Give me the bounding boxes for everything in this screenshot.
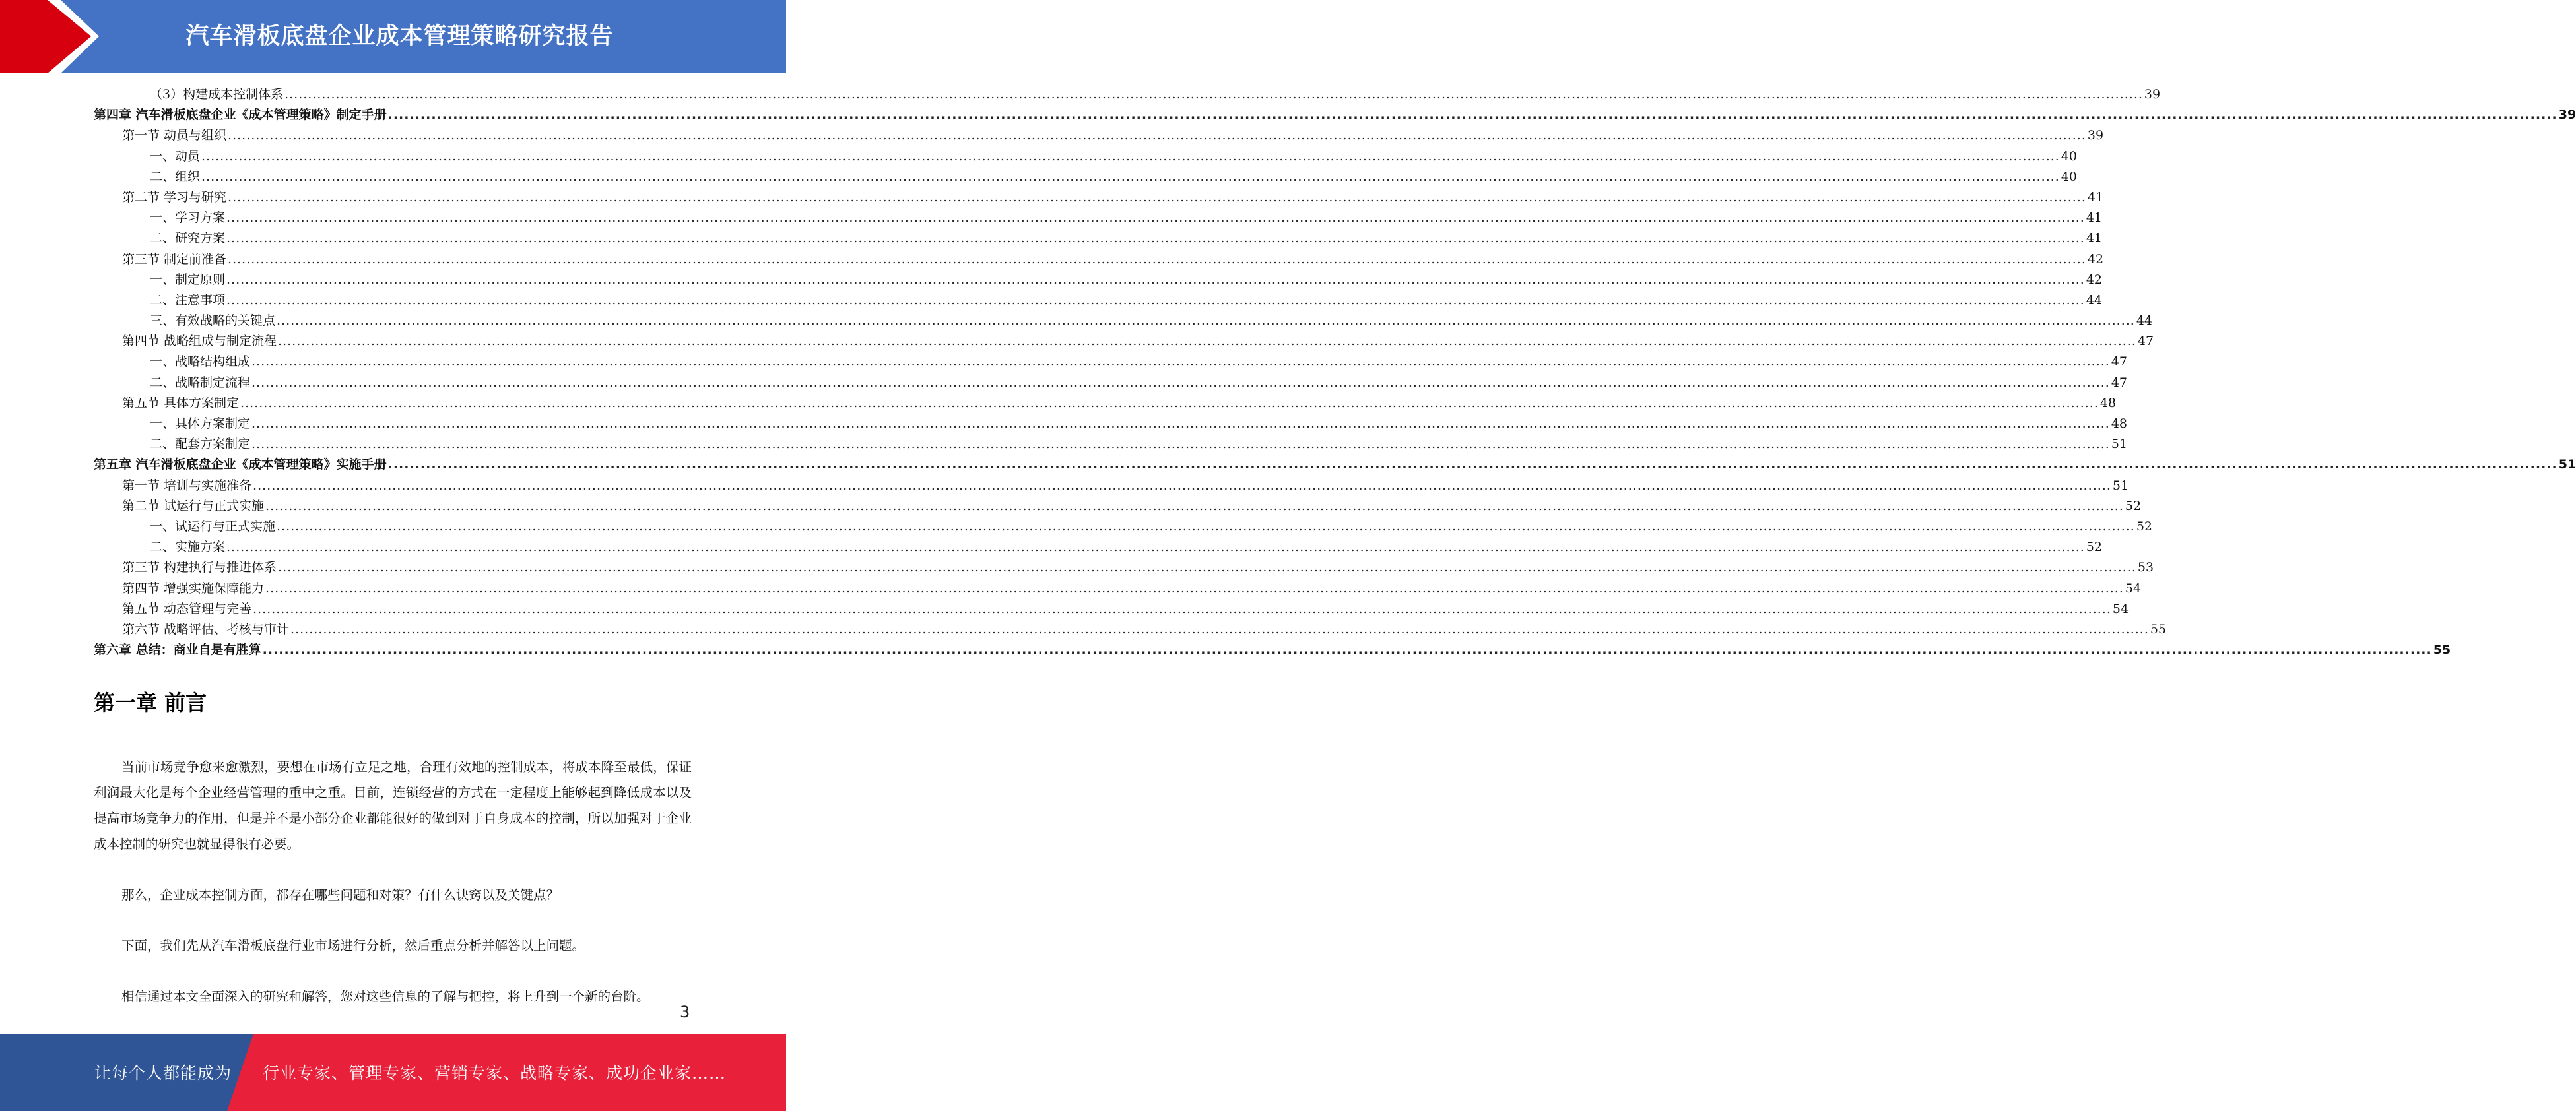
toc-dot-leader: ................................................................................................................................................................................................................................................................................................................................................................................................................ [226, 272, 2085, 287]
toc-dot-leader: ................................................................................................................................................................................................................................................................................................................................................................................................................ [253, 601, 2111, 616]
toc-dot-leader: ................................................................................................................................................................................................................................................................................................................................................................................................................ [253, 478, 2111, 493]
toc-entry-page: 41 [2086, 231, 2103, 246]
toc-entry-page: 54 [2112, 601, 2129, 616]
toc-entry-label: 第一节 动员与组织 [122, 128, 227, 143]
toc-entry[interactable] [94, 619, 2167, 640]
toc-dot-leader: ................................................................................................................................................................................................................................................................................................................................................................................................................ [277, 313, 2135, 329]
toc-entry-page: 48 [2099, 395, 2117, 410]
footer-slogan-right: 行业专家、管理专家、营销专家、战略专家、成功企业家…… [263, 1063, 727, 1083]
toc-entry-label: （3）构建成本控制体系 [150, 87, 284, 102]
toc-dot-leader: ................................................................................................................................................................................................................................................................................................................................................................................................................ [265, 581, 2124, 596]
toc-dot-leader: ................................................................................................................................................................................................................................................................................................................................................................................................................ [201, 169, 2060, 184]
toc-dot-leader: ................................................................................................................................................................................................................................................................................................................................................................................................................ [251, 416, 2110, 431]
toc-dot-leader: ................................................................................................................................................................................................................................................................................................................................................................................................................ [265, 498, 2124, 513]
toc-entry-label: 第六节 战略评估、考核与审计 [122, 621, 290, 637]
toc-dot-leader: ................................................................................................................................................................................................................................................................................................................................................................................................................ [387, 457, 2558, 472]
toc-dot-leader: ................................................................................................................................................................................................................................................................................................................................................................................................................ [278, 334, 2136, 349]
toc-entry-label: 第三节 制定前准备 [122, 251, 227, 267]
toc-entry[interactable] [94, 290, 2103, 311]
toc-entry-label: 第二节 学习与研究 [122, 189, 227, 205]
toc-entry-label: 第三节 构建执行与推进体系 [122, 560, 277, 575]
toc-dot-leader: ................................................................................................................................................................................................................................................................................................................................................................................................................ [226, 210, 2085, 226]
toc-entry-page: 52 [2125, 498, 2142, 513]
toc-entry[interactable] [94, 84, 2161, 105]
toc-entry[interactable] [94, 393, 2117, 414]
toc-dot-leader: ................................................................................................................................................................................................................................................................................................................................................................................................................ [201, 148, 2060, 164]
toc-entry[interactable] [94, 352, 2128, 372]
toc-entry[interactable] [94, 434, 2128, 455]
page-footer [0, 1034, 786, 1111]
toc-entry[interactable] [94, 167, 2078, 187]
toc-entry[interactable] [94, 228, 2103, 249]
toc-entry-page: 52 [2086, 540, 2103, 555]
toc-entry[interactable] [94, 146, 2078, 167]
toc-entry[interactable] [94, 496, 2142, 517]
toc-dot-leader: ................................................................................................................................................................................................................................................................................................................................................................................................................ [278, 560, 2136, 575]
toc-entry-label: 二、实施方案 [150, 540, 226, 555]
toc-entry-page: 47 [2137, 334, 2154, 349]
toc-dot-leader: ................................................................................................................................................................................................................................................................................................................................................................................................................ [284, 87, 2143, 102]
toc-entry-label: 二、研究方案 [150, 231, 226, 246]
toc-entry-page: 47 [2111, 375, 2128, 390]
toc-entry-label: 一、动员 [150, 148, 201, 164]
toc-entry-label: 第四章 汽车滑板底盘企业《成本管理策略》制定手册 [94, 108, 387, 123]
toc-dot-leader: ................................................................................................................................................................................................................................................................................................................................................................................................................ [251, 375, 2110, 390]
toc-entry[interactable] [94, 249, 2104, 270]
toc-dot-leader: ................................................................................................................................................................................................................................................................................................................................................................................................................ [228, 189, 2086, 205]
toc-entry-page: 53 [2137, 560, 2154, 575]
toc-entry-label: 二、注意事项 [150, 292, 226, 307]
toc-entry-page: 39 [2144, 87, 2161, 102]
toc-dot-leader: ................................................................................................................................................................................................................................................................................................................................................................................................................ [387, 108, 2558, 123]
toc-entry[interactable] [94, 331, 2154, 352]
toc-entry[interactable] [94, 414, 2128, 434]
toc-entry-page: 47 [2111, 354, 2128, 369]
toc-entry[interactable] [94, 125, 2104, 146]
toc-dot-leader: ................................................................................................................................................................................................................................................................................................................................................................................................................ [290, 621, 2149, 637]
chapter-heading: 第一章 前言 [94, 690, 207, 715]
toc-entry-page: 41 [2087, 189, 2104, 205]
toc-entry-page: 40 [2061, 169, 2078, 184]
footer-slogan-left: 让每个人都能成为 [94, 1063, 232, 1083]
toc-entry[interactable] [94, 311, 2153, 331]
toc-dot-leader: ................................................................................................................................................................................................................................................................................................................................................................................................................ [277, 519, 2135, 534]
toc-entry-page: 41 [2086, 210, 2103, 226]
toc-entry[interactable] [94, 105, 2576, 125]
toc-entry[interactable] [94, 537, 2103, 557]
toc-entry-label: 二、组织 [150, 169, 201, 184]
toc-entry-label: 第五节 动态管理与完善 [122, 601, 252, 616]
paragraph: 相信通过本文全面深入的研究和解答，您对这些信息的了解与把控，将上升到一个新的台阶。 [121, 989, 649, 1004]
toc-entry-label: 第二节 试运行与正式实施 [122, 498, 265, 513]
toc-dot-leader: ................................................................................................................................................................................................................................................................................................................................................................................................................ [228, 251, 2086, 267]
toc-dot-leader: ................................................................................................................................................................................................................................................................................................................................................................................................................ [226, 292, 2085, 307]
toc-entry-page: 55 [2433, 643, 2451, 658]
toc-entry-label: 一、战略结构组成 [150, 354, 251, 369]
toc-entry-page: 44 [2086, 292, 2103, 307]
toc-entry-label: 二、配套方案制定 [150, 437, 251, 452]
toc-entry[interactable] [94, 476, 2129, 496]
toc-entry-page: 54 [2125, 581, 2142, 596]
toc-entry-label: 三、有效战略的关键点 [150, 313, 276, 329]
toc-entry[interactable] [94, 455, 2576, 475]
toc-entry-page: 42 [2086, 272, 2103, 287]
chapter-body [94, 754, 692, 1009]
paragraph: 当前市场竞争愈来愈激烈，要想在市场有立足之地，合理有效地的控制成本，将成本降至最低，保证利润最大化是每个企业经营管理的重中之重。目前，连锁经营的方式在一定程度上能够起到降低成本以及提高市场竞争力的作用，但是并不是小部分企业都能很好的做到对于自身成本的控制，所以加强对于企业成本控制的研究也就显得很有必要。 [94, 759, 692, 852]
toc-entry[interactable] [94, 579, 2142, 599]
toc-entry[interactable] [94, 187, 2104, 208]
toc-entry-page: 51 [2112, 478, 2129, 493]
toc-entry-page: 39 [2558, 108, 2576, 123]
page-header [0, 0, 786, 73]
toc-entry-label: 二、战略制定流程 [150, 375, 251, 390]
toc-entry-label: 第一节 培训与实施准备 [122, 478, 252, 493]
toc-dot-leader: ................................................................................................................................................................................................................................................................................................................................................................................................................ [240, 395, 2099, 410]
toc-entry-label: 第六章 总结：商业自是有胜算 [94, 643, 261, 658]
toc-dot-leader: ................................................................................................................................................................................................................................................................................................................................................................................................................ [251, 437, 2110, 452]
toc-dot-leader: ................................................................................................................................................................................................................................................................................................................................................................................................................ [251, 354, 2110, 369]
toc-entry[interactable] [94, 517, 2153, 537]
toc-entry[interactable] [94, 599, 2129, 619]
toc-entry-page: 44 [2136, 313, 2153, 329]
table-of-contents [94, 84, 2576, 660]
toc-entry-label: 一、学习方案 [150, 210, 226, 226]
toc-entry[interactable] [94, 208, 2103, 228]
toc-entry-page: 39 [2087, 128, 2104, 143]
page-number: 3 [680, 1003, 690, 1021]
toc-entry-label: 第五节 具体方案制定 [122, 395, 240, 410]
toc-entry-page: 55 [2150, 621, 2167, 637]
toc-dot-leader: ................................................................................................................................................................................................................................................................................................................................................................................................................ [226, 231, 2085, 246]
toc-entry-label: 一、试运行与正式实施 [150, 519, 276, 534]
toc-entry-label: 第四节 战略组成与制定流程 [122, 334, 277, 349]
header-title: 汽车滑板底盘企业成本管理策略研究报告 [185, 23, 614, 49]
toc-entry-label: 一、具体方案制定 [150, 416, 251, 431]
toc-entry-label: 一、制定原则 [150, 272, 226, 287]
toc-entry-page: 51 [2558, 457, 2576, 472]
toc-entry-label: 第五章 汽车滑板底盘企业《成本管理策略》实施手册 [94, 457, 387, 472]
toc-entry-page: 40 [2061, 148, 2078, 164]
paragraph: 下面，我们先从汽车滑板底盘行业市场进行分析，然后重点分析并解答以上问题。 [121, 938, 585, 953]
toc-dot-leader: ................................................................................................................................................................................................................................................................................................................................................................................................................ [226, 540, 2085, 555]
toc-entry-page: 42 [2087, 251, 2104, 267]
toc-entry[interactable] [94, 640, 2451, 660]
toc-entry-label: 第四节 增强实施保障能力 [122, 581, 265, 596]
toc-dot-leader: ................................................................................................................................................................................................................................................................................................................................................................................................................ [228, 128, 2086, 143]
toc-entry[interactable] [94, 270, 2103, 290]
toc-entry-page: 52 [2136, 519, 2153, 534]
toc-entry[interactable] [94, 373, 2128, 393]
toc-entry-page: 48 [2111, 416, 2128, 431]
toc-entry-page: 51 [2111, 437, 2128, 452]
toc-dot-leader: ................................................................................................................................................................................................................................................................................................................................................................................................................ [262, 643, 2432, 658]
paragraph: 那么，企业成本控制方面，都存在哪些问题和对策？有什么诀窍以及关键点？ [121, 887, 560, 903]
toc-entry[interactable] [94, 557, 2154, 578]
